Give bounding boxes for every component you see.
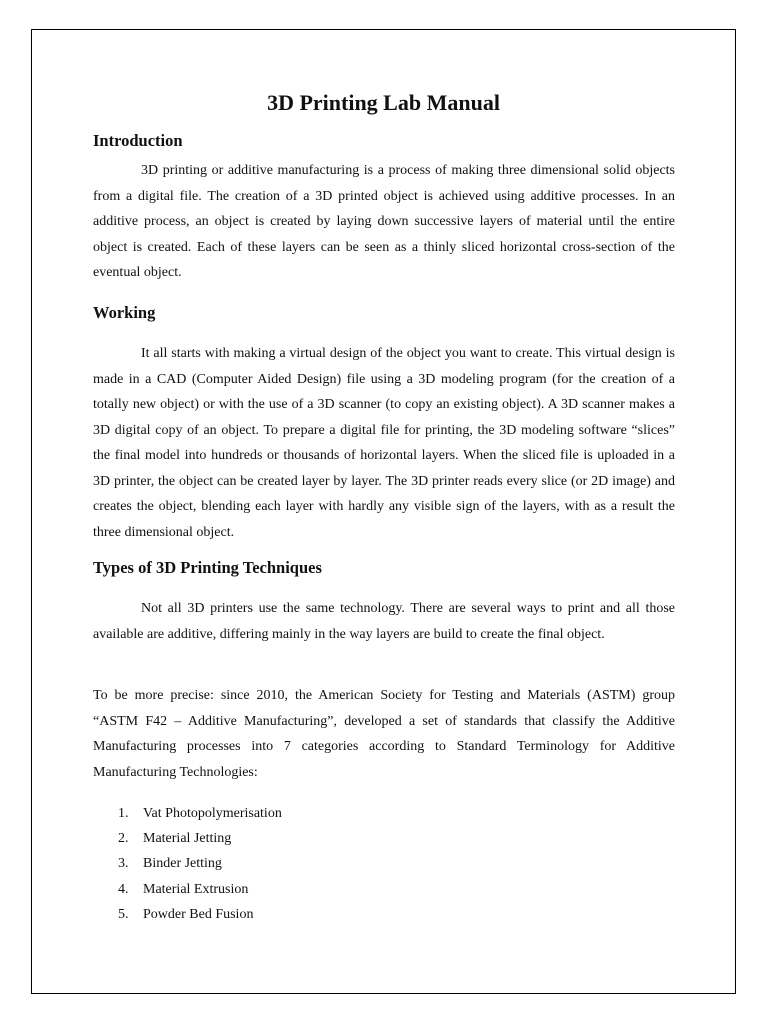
list-item: [93, 801, 282, 826]
list-item-number: 2.: [118, 831, 129, 847]
list-item-number: 5.: [118, 906, 129, 922]
list-item-text: Material Extrusion: [143, 881, 249, 897]
list-item-text: Material Jetting: [143, 831, 232, 847]
introduction-paragraph: 3D printing or additive manufacturing is a process of making three dimensional solid objects from a digital file. The creation of a 3D printed object is achieved using additive processes. In an additive process, an object is created by laying down successive layers of material until the entire object is created. Each of these layers can be seen as a thinly sliced horizontal cross-section of the eventual object.: [93, 163, 675, 280]
list-item-text: Powder Bed Fusion: [143, 906, 254, 922]
list-item: [93, 902, 282, 927]
list-item-number: 3.: [118, 856, 129, 872]
section-heading-introduction: Introduction: [93, 131, 183, 150]
list-item: [93, 826, 282, 851]
list-item-text: Binder Jetting: [143, 856, 222, 872]
types-paragraph-1: Not all 3D printers use the same technology. There are several ways to print and all those available are additive, differing mainly in the way layers are build to create the final object.: [93, 601, 675, 642]
types-paragraph-2: To be more precise: since 2010, the American Society for Testing and Materials (ASTM) group “ASTM F42 – Additive Manufacturing”, developed a set of standards that classify the Additive Manufacturing processes into 7 categories according to Standard Terminology for Additive Manufacturing Technologies:: [93, 688, 675, 780]
list-item-text: Vat Photopolymerisation: [143, 806, 282, 821]
working-paragraph: It all starts with making a virtual design of the object you want to create. This virtual design is made in a CAD (Computer Aided Design) file using a 3D modeling program (for the creation of a totally new object) or with the use of a 3D scanner (to copy an existing object). A 3D scanner makes a 3D digital copy of an object. To prepare a digital file for printing, the 3D modeling software “slices” the final model into hundreds or thousands of horizontal layers. When the sliced file is uploaded in a 3D printer, the object can be created layer by layer. The 3D printer reads every slice (or 2D image) and creates the object, blending each layer with hardly any visible sign of the layers, with as a result the three dimensional object.: [93, 346, 675, 540]
list-item-number: 1.: [118, 806, 129, 821]
am-categories-list: [93, 801, 282, 927]
section-heading-working: Working: [93, 303, 156, 322]
section-heading-types: Types of 3D Printing Techniques: [93, 558, 322, 577]
list-item: [93, 851, 282, 876]
document-page: [31, 29, 736, 994]
list-item-number: 4.: [118, 881, 129, 897]
document-title: 3D Printing Lab Manual: [267, 90, 500, 115]
list-item: [93, 877, 282, 902]
